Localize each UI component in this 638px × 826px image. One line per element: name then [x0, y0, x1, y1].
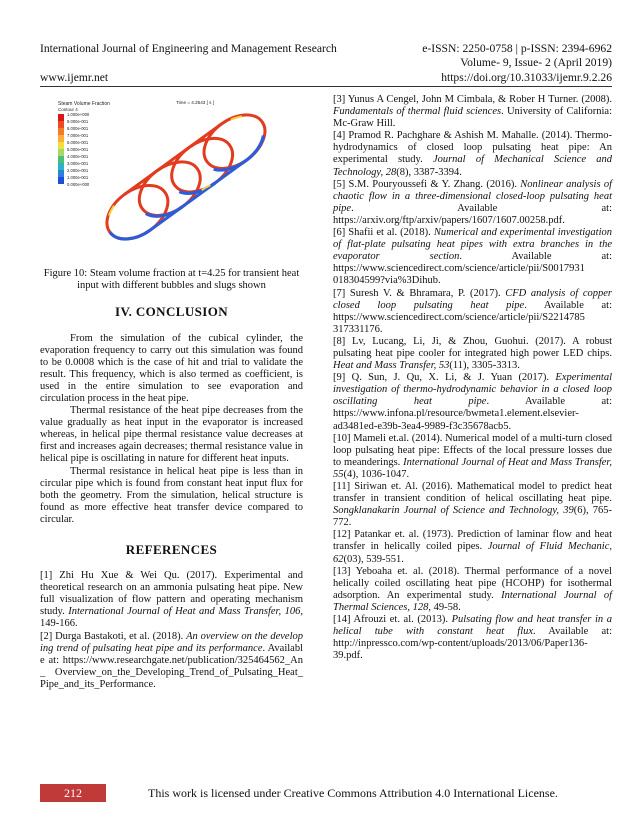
reference-item: [1] Zhi Hu Xue & Wei Qu. (2017). Experimental and theoretical research on an ammonia pulsating heat pipe. New full visualization of flow pattern and operating mechanism study. International Journal of Heat and Mass Transfer, 106, 149-166.	[40, 570, 303, 630]
colorbar	[58, 114, 64, 184]
legend-value: 1.000e+000	[67, 112, 90, 117]
legend-value: 8.000e-001	[67, 126, 89, 131]
legend-value: 1.000e-001	[67, 175, 89, 180]
website-link[interactable]: www.ijemr.net	[40, 71, 109, 84]
reference-item: [13] Yeboaha et. al. (2018). Thermal performance of a novel helically coiled oscillating heat pipe (HCOHP) for isothermal adsorption. An experimental study. International Journal of Thermal Sciences, 128, 49-58.	[333, 565, 612, 613]
figure-caption: Figure 10: Steam volume fraction at t=4.25 for transient heat input with different bubbles and slugs shown	[43, 268, 300, 292]
legend-value: 3.000e-001	[67, 161, 89, 166]
reference-item: [5] S.M. Pouryoussefi & Y. Zhang. (2016). Nonlinear analysis of chaotic flow in a three-dimensional closed-loop pulsating heat pipe. Available at: https://arxiv.org/ftp/arxiv/papers/1607/1607.00258.pdf.	[333, 178, 613, 226]
legend-title: Steam Volume Fraction	[58, 101, 110, 107]
right-column	[333, 94, 612, 662]
legend-labels	[67, 112, 90, 187]
doi-link[interactable]: https://doi.org/10.31033/ijemr.9.2.26	[441, 71, 612, 84]
legend-value: 6.000e-001	[67, 140, 89, 145]
volume-issue: Volume- 9, Issue- 2 (April 2019)	[460, 56, 612, 69]
legend-value: 4.000e-001	[67, 154, 89, 159]
legend-value: 5.000e-001	[67, 147, 89, 152]
reference-item: [8] Lv, Lucang, Li, Ji, & Zhou, Guohui. (2017). A robust pulsating heat pipe cooler for integrated high power LED chips. Heat and Mass Transfer, 53(11), 3305-3313.	[333, 335, 612, 372]
issn: e-ISSN: 2250-0758 | p-ISSN: 2394-6962	[422, 42, 612, 55]
reference-item: [14] Afrouzi et. al. (2013). Pulsating flow and heat transfer in a helical tube with constant heat flux. Available at: http://inpressco.com/wp-content/uploads/2013/06/Paper136-39.pdf.	[333, 614, 612, 662]
journal-title: International Journal of Engineering and Management Research	[40, 42, 337, 55]
reference-item: [11] Siriwan et. Al. (2016). Mathematical model to predict heat transfer in transient condition of helical oscillating heat pipe. Songklanakarin Journal of Science and Technology, 39(6), 765-772.	[333, 481, 613, 529]
conclusion-heading: IV. CONCLUSION	[115, 304, 228, 320]
page-number: 212	[40, 784, 106, 802]
legend-value: 7.000e-001	[67, 133, 89, 138]
reference-item: [10] Mameli et.al. (2014). Numerical model of a multi-turn closed loop pulsating heat pipe: Effects of the local pressure losses due to meanderings. International Journal of Heat and Mass Transfer, 55(4), 1036-1047.	[333, 432, 612, 480]
time-label: Time = 4.2543 [ s ]	[176, 100, 215, 105]
legend-value: 9.000e-001	[67, 119, 89, 124]
license-text: This work is licensed under Creative Commons Attribution 4.0 International License.	[148, 786, 558, 800]
reference-item: [3] Yunus A Cengel, John M Cimbala, & Rober H Turner. (2008). Fundamentals of thermal fluid sciences. University of California: Mc-Graw Hill.	[333, 94, 612, 130]
reference-item: [12] Patankar et. al. (1973). Prediction of laminar flow and heat transfer in helically coiled pipes. Journal of Fluid Mechanic, 62(03), 539-551.	[333, 529, 612, 565]
reference-item: [9] Q. Sun, J. Qu, X. Li, & J. Yuan (2017). Experimental investigation of thermo-hydrodynamic behavior in a closed loop oscillating heat pipe. Available at: https://www.infona.pl/resource/bwmeta1.element.elsevier-ad3481ed-e39b-3ea4-9989-f3c35678acb5.	[333, 372, 612, 432]
conclusion-paragraph: Thermal resistance of the heat pipe decreases from the value gradually as heat input in the evaporator is increased whereas, in helical pipe thermal resistance value decreases at first and increases again decreases; thermal resistance value in helical pipe is oscillating in nature for different heat inputs.	[40, 405, 303, 465]
helical-pipe-figure	[40, 94, 303, 260]
left-column	[40, 94, 303, 691]
references-heading: REFERENCES	[125, 542, 218, 557]
legend-value: 2.000e-001	[67, 168, 89, 173]
reference-item: [6] Shafii et al. (2018). Numerical and experimental investigation of flat-plate pulsating heat pipes with extra branches in the evaporator section. Available at: https://www.sciencedirect.com/science/article/pii/S0017931 018304599?via%3Dihub.	[333, 227, 613, 287]
header-rule	[40, 86, 612, 87]
legend-value: 0.000e+000	[67, 182, 90, 187]
reference-item: [2] Durga Bastakoti, et al. (2018). An overview on the developing trend of pulsating heat pipe and its performance. Available at: https://www.researchgate.net/publication/325464562_An_ Overview_on_the_Developing_Trend_of_Pulsating_Heat_ Pipe_and_its_Performance.	[40, 630, 303, 690]
figure-10	[40, 94, 303, 260]
reference-item: [4] Pramod R. Pachghare & Ashish M. Mahalle. (2014). Thermo-hydrodynamics of closed loop pulsating heat pipe: An experimental study. Journal of Mechanical Science and Technology, 28(8), 3387-3394.	[333, 130, 612, 178]
conclusion-paragraph: From the simulation of the cubical cylinder, the evaporation frequency to carry out this simulation was found to be 0.0008 which is the case of hit and trial to validate the result. This frequency, which is also termed as coefficient, is used in the entire simulation to see evaporation and circulation process in the heat pipe.	[40, 332, 303, 404]
legend-subtitle: Contour 4	[58, 107, 78, 112]
conclusion-paragraph: Thermal resistance in helical heat pipe is less than in circular pipe which is found from constant heat input flux for both the geometry. From the simulation, helical structure is found as more effective heat transfer device compared to circular.	[40, 465, 303, 525]
reference-item: [7] Suresh V. & Bhramara, P. (2017). CFD analysis of copper closed loop pulsating heat pipe. Available at: https://www.sciencedirect.com/science/article/pii/S2214785 317331176.	[333, 287, 612, 335]
